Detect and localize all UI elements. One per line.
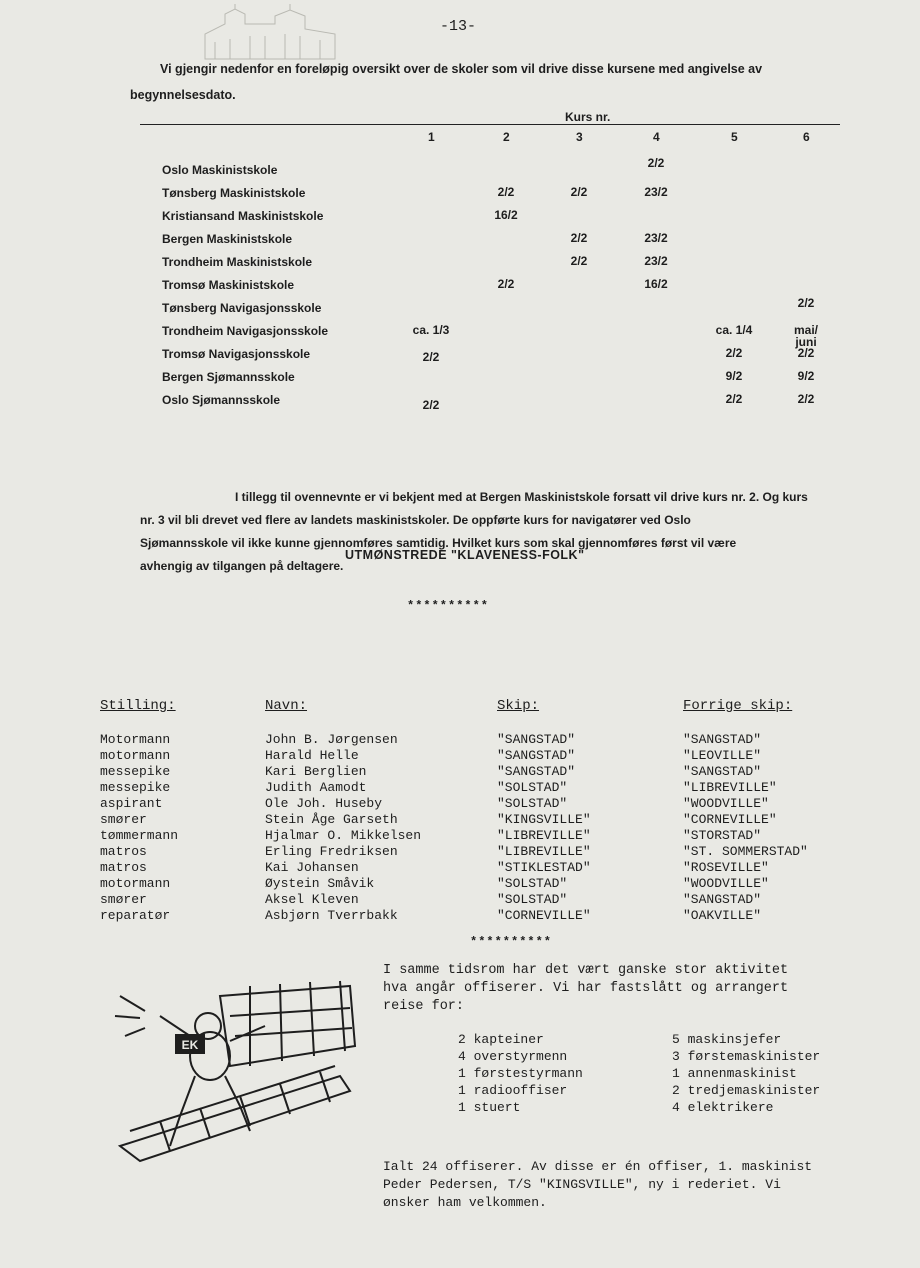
school-row: [162, 323, 862, 349]
crew-navn: Kai Johansen: [265, 860, 359, 875]
crew-skip: "SANGSTAD": [497, 732, 576, 747]
crew-forrige: "OAKVILLE": [683, 908, 762, 923]
header-skip: Skip:: [497, 698, 540, 714]
crew-forrige: "ROSEVILLE": [683, 860, 769, 875]
school-row: [162, 156, 862, 185]
course-start-date: 2/2: [797, 346, 815, 360]
officer-intro-paragraph: [383, 962, 883, 1016]
building-sketch-watermark: [195, 4, 345, 64]
course-start-date: 16/2: [494, 208, 518, 222]
intro-paragraph: [130, 56, 850, 108]
school-row: [162, 347, 862, 369]
crew-stilling: matros: [100, 860, 147, 875]
officer-intro-line: I samme tidsrom har det vært ganske stor aktivitet: [383, 963, 789, 978]
officer-item: 1 førstestyrmann: [458, 1066, 583, 1081]
officer-item: 1 annenmaskinist: [672, 1066, 797, 1081]
officer-item: 3 førstemaskinister: [672, 1049, 821, 1064]
bleed-through-text: [40, 130, 48, 145]
header-stilling: Stilling:: [100, 698, 176, 714]
officer-item: 1 stuert: [458, 1100, 521, 1115]
page-number: -13-: [440, 18, 477, 35]
crew-forrige: "WOODVILLE": [683, 876, 769, 891]
officer-item: 2 kapteiner: [458, 1032, 544, 1047]
school-row: [162, 186, 862, 208]
header-forrige-skip: Forrige skip:: [683, 698, 793, 714]
officer-list-deck: [458, 1031, 583, 1116]
table-rule: [140, 124, 840, 125]
crew-navn: John B. Jørgensen: [265, 732, 398, 747]
intro-line: Vi gjengir nedenfor en foreløpig oversikt over de skoler som vil drive disse kursene med angivelse av: [160, 62, 763, 76]
crew-stilling: matros: [100, 844, 147, 859]
school-row: [162, 209, 862, 231]
officer-item: 2 tredjemaskinister: [672, 1083, 821, 1098]
school-row: [162, 393, 862, 415]
crew-navn: Erling Fredriksen: [265, 844, 398, 859]
crew-skip: "SOLSTAD": [497, 892, 568, 907]
intro-line: begynnelsesdato.: [130, 88, 236, 102]
course-start-date: 23/2: [644, 185, 668, 199]
crew-navn: Ole Joh. Huseby: [265, 796, 383, 811]
school-name: Kristiansand Maskinistskole: [162, 209, 324, 223]
officer-list-engine: [672, 1031, 820, 1116]
course-start-date: 2/2: [497, 185, 515, 199]
closing-line: Peder Pedersen, T/S "KINGSVILLE", ny i rederiet. Vi: [383, 1177, 781, 1192]
crew-stilling: motormann: [100, 876, 171, 891]
crew-stilling: messepike: [100, 780, 171, 795]
crew-navn: Judith Aamodt: [265, 780, 367, 795]
sailor-cartoon-illustration: [100, 956, 360, 1166]
school-row: [162, 278, 862, 300]
school-name: Oslo Maskinistskole: [162, 163, 278, 177]
school-name: Tromsø Maskinistskole: [162, 278, 295, 292]
section-heading: UTMØNSTREDE "KLAVENESS-FOLK": [345, 548, 585, 562]
crew-skip: "SOLSTAD": [497, 876, 568, 891]
school-name: Trondheim Navigasjonsskole: [162, 324, 329, 338]
crew-skip: "SOLSTAD": [497, 780, 568, 795]
crew-navn: Aksel Kleven: [265, 892, 359, 907]
course-number-label: Kurs nr.: [565, 110, 611, 124]
course-start-date: mai/ juni: [793, 323, 818, 349]
officer-intro-line: hva angår offiserer. Vi har fastslått og arrangert: [383, 981, 789, 996]
crew-stilling: tømmermann: [100, 828, 179, 843]
course-start-date: 9/2: [725, 369, 743, 383]
crew-navn: Stein Åge Garseth: [265, 812, 398, 827]
officer-item: 4 elektrikere: [672, 1100, 774, 1115]
course-column-header: 3: [576, 130, 583, 144]
crew-forrige: "WOODVILLE": [683, 796, 769, 811]
crew-forrige: "CORNEVILLE": [683, 812, 777, 827]
course-start-date: 16/2: [644, 277, 668, 291]
course-start-date: 23/2: [644, 231, 668, 245]
crew-forrige: "SANGSTAD": [683, 892, 762, 907]
officer-item: 5 maskinsjefer: [672, 1032, 782, 1047]
crew-stilling: smører: [100, 892, 147, 907]
officer-item: 1 radiooffiser: [458, 1083, 568, 1098]
course-start-date: ca. 1/4: [715, 323, 753, 337]
crew-skip: "LIBREVILLE": [497, 828, 591, 843]
crew-stilling: motormann: [100, 748, 171, 763]
crew-navn: Kari Berglien: [265, 764, 367, 779]
closing-line: ønsker ham velkommen.: [383, 1195, 547, 1210]
crew-forrige: "LIBREVILLE": [683, 780, 777, 795]
course-start-date: 23/2: [644, 254, 668, 268]
course-start-date: 2/2: [497, 277, 515, 291]
crew-stilling: aspirant: [100, 796, 163, 811]
school-name: Oslo Sjømannsskole: [162, 393, 281, 407]
crew-navn: Hjalmar O. Mikkelsen: [265, 828, 422, 843]
course-start-date: ca. 1/3: [412, 323, 450, 337]
crew-skip: "SANGSTAD": [497, 764, 576, 779]
course-start-date: 2/2: [570, 254, 588, 268]
crew-forrige: "ST. SOMMERSTAD": [683, 844, 808, 859]
school-row: [162, 370, 862, 392]
school-row: [162, 232, 862, 254]
star-divider: **********: [407, 599, 490, 613]
school-row: [162, 255, 862, 277]
officer-item: 4 overstyrmenn: [458, 1049, 568, 1064]
course-column-header: 1: [428, 130, 435, 144]
course-column-header: 6: [803, 130, 810, 144]
school-name: Bergen Maskinistskole: [162, 232, 293, 246]
course-start-date: 2/2: [797, 392, 815, 406]
course-start-date: 2/2: [797, 296, 815, 310]
crew-stilling: Motormann: [100, 732, 171, 747]
crew-skip: "SOLSTAD": [497, 796, 568, 811]
crew-forrige: "SANGSTAD": [683, 732, 762, 747]
school-name: Tønsberg Maskinistskole: [162, 186, 306, 200]
course-start-date: 2/2: [570, 185, 588, 199]
course-column-header: 5: [731, 130, 738, 144]
crew-navn: Øystein Småvik: [265, 876, 375, 891]
cartoon-label: EK: [181, 1038, 199, 1052]
school-name: Trondheim Maskinistskole: [162, 255, 313, 269]
course-column-header: 4: [653, 130, 660, 144]
school-name: Bergen Sjømannsskole: [162, 370, 295, 384]
para-line: Sjømannsskole vil ikke kunne gjennomføres samtidig. Hvilket kurs som skal gjennomføres først vil være: [140, 536, 737, 550]
crew-skip: "SANGSTAD": [497, 748, 576, 763]
para-line: nr. 3 vil bli drevet ved flere av landets maskinistskoler. De oppførte kurs for navigatører ved Oslo: [140, 513, 691, 527]
course-start-date: 2/2: [725, 392, 743, 406]
closing-paragraph: [383, 1158, 903, 1212]
para-line: avhengig av tilgangen på deltagere.: [140, 559, 344, 573]
school-name: Tønsberg Navigasjonsskole: [162, 301, 322, 315]
course-start-date: 2/2: [422, 398, 440, 412]
crew-navn: Harald Helle: [265, 748, 359, 763]
course-start-date: 2/2: [570, 231, 588, 245]
additional-info-paragraph: [140, 486, 852, 578]
crew-stilling: smører: [100, 812, 147, 827]
crew-skip: "KINGSVILLE": [497, 812, 591, 827]
crew-forrige: "SANGSTAD": [683, 764, 762, 779]
crew-navn: Asbjørn Tverrbakk: [265, 908, 398, 923]
course-column-header: 2: [503, 130, 510, 144]
closing-line: Ialt 24 offiserer. Av disse er én offiser, 1. maskinist: [383, 1159, 813, 1174]
crew-forrige: "LEOVILLE": [683, 748, 762, 763]
crew-stilling: messepike: [100, 764, 171, 779]
header-navn: Navn:: [265, 698, 308, 714]
school-name: Tromsø Navigasjonsskole: [162, 347, 311, 361]
para-line: I tillegg til ovennevnte er vi bekjent med at Bergen Maskinistskole forsatt vil drive kurs nr. 2. Og kurs: [235, 490, 808, 504]
course-start-date: 2/2: [647, 156, 665, 170]
crew-stilling: reparatør: [100, 908, 171, 923]
star-divider: **********: [470, 935, 553, 949]
crew-forrige: "STORSTAD": [683, 828, 762, 843]
crew-skip: "STIKLESTAD": [497, 860, 591, 875]
course-start-date: 2/2: [422, 350, 440, 364]
crew-skip: "CORNEVILLE": [497, 908, 591, 923]
course-start-date: 2/2: [725, 346, 743, 360]
officer-intro-line: reise for:: [383, 999, 465, 1014]
school-row: [162, 296, 862, 323]
course-start-date: 9/2: [797, 369, 815, 383]
crew-skip: "LIBREVILLE": [497, 844, 591, 859]
